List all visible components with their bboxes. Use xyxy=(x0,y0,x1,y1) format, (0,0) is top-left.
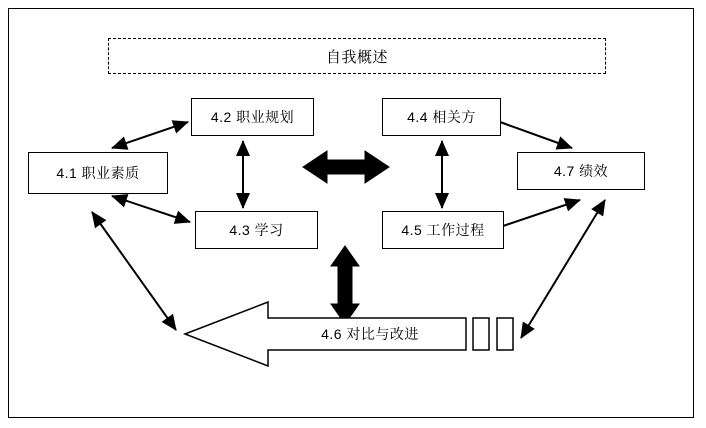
node-4-2-label: 4.2 职业规划 xyxy=(210,109,295,125)
banner-tail-box-1 xyxy=(473,318,489,350)
vertical-double-arrow xyxy=(331,246,359,324)
node-4-3-label: 4.3 学习 xyxy=(229,222,284,238)
node-4-1-label: 4.1 职业素质 xyxy=(56,165,140,181)
node-4-5-label: 4.5 工作过程 xyxy=(401,222,485,238)
banner-tail-box-2 xyxy=(497,318,513,350)
horizontal-double-arrow xyxy=(303,151,389,183)
banner-4-6-compare-improve[interactable] xyxy=(280,318,460,350)
banner-4-6-label: 4.6 对比与改进 xyxy=(321,326,419,342)
self-overview-label: 自我概述 xyxy=(325,48,388,66)
node-4-4-label: 4.4 相关方 xyxy=(407,109,476,125)
node-4-7-label: 4.7 绩效 xyxy=(553,163,609,179)
